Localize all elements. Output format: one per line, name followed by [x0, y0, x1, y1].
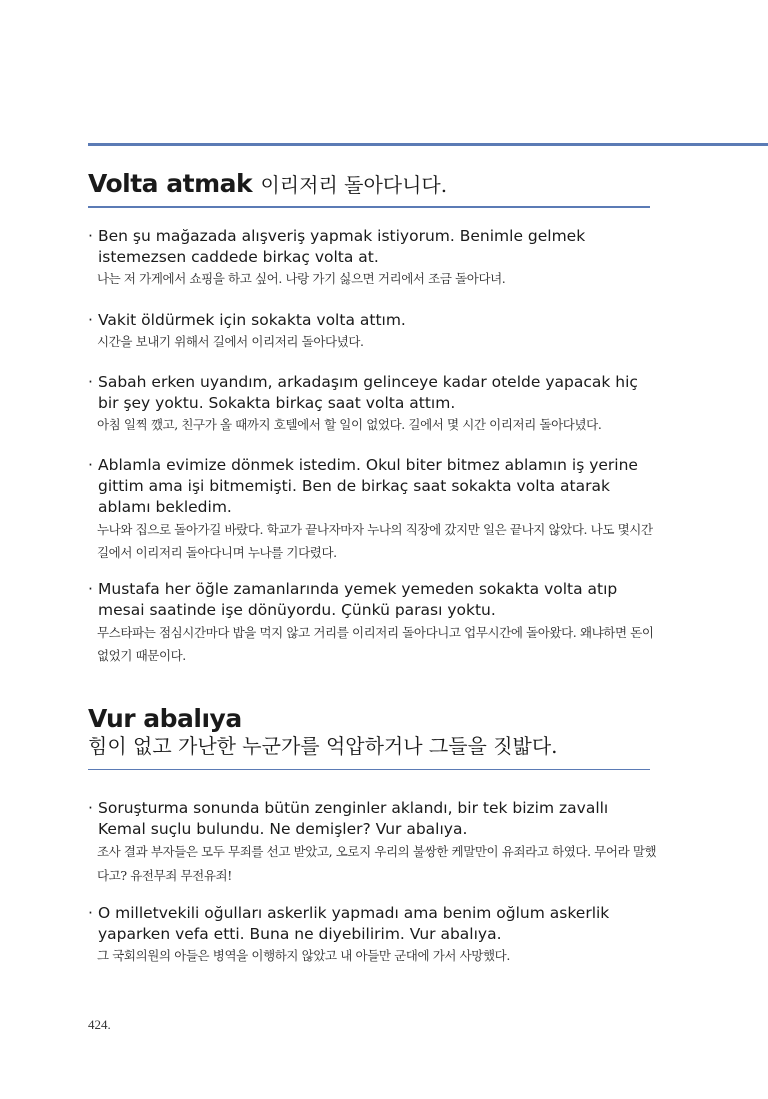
idiom-turkish: Vur abalıya — [88, 704, 242, 733]
example-korean: 누나와 집으로 돌아가길 바랐다. 학교가 끝나자마자 누나의 직장에 갔지만 일은 끝나지 않았다. 나도 몇시간 길에서 이리저리 돌아다니며 누나를 기다렸다. — [97, 522, 653, 560]
example-korean: 무스타파는 점심시간마다 밥을 먹지 않고 거리를 이리저리 돌아다니고 업무시간에 돌아왔다. 왜냐하면 돈이 없었기 때문이다. — [97, 625, 654, 663]
section-rule — [88, 206, 650, 208]
example-korean: 아침 일찍 깼고, 친구가 올 때까지 호텔에서 할 일이 없었다. 길에서 몇 시간 이리저리 돌아다녔다. — [97, 417, 602, 432]
section-title — [88, 703, 650, 759]
section-rule — [88, 769, 650, 770]
example-turkish: · Ablamla evimize dönmek istedim. Okul biter bitmez ablamın iş yerine gittim ama işi bitmemişti. Ben de birkaç saat sokakta volta atarak ablamı bekledim. — [88, 456, 638, 516]
example-korean: 시간을 보내기 위해서 길에서 이리저리 돌아다녔다. — [97, 334, 364, 349]
bullet: · — [88, 456, 93, 474]
example-turkish: · Vakit öldürmek için sokakta volta attım. — [88, 311, 406, 329]
example-entry — [88, 903, 658, 967]
example-turkish: · O milletvekili oğulları askerlik yapmadı ama benim oğlum askerlik yaparken vefa etti. Buna ne diyebilirim. Vur abalıya. — [88, 904, 610, 943]
bullet: · — [88, 580, 93, 598]
example-entry — [88, 798, 658, 888]
section-title — [88, 168, 650, 199]
example-entry — [88, 372, 658, 436]
idiom-korean: 힘이 없고 가난한 누군가를 억압하거나 그들을 짓밟다. — [88, 734, 558, 759]
example-korean: 그 국회의원의 아들은 병역을 이행하지 않았고 내 아들만 군대에 가서 사망했다. — [97, 948, 510, 963]
bullet: · — [88, 373, 93, 391]
bullet: · — [88, 311, 93, 329]
bullet: · — [88, 904, 93, 922]
example-turkish: · Mustafa her öğle zamanlarında yemek yemeden sokakta volta atıp mesai saatinde işe dönüyordu. Çünkü parası yoktu. — [88, 580, 618, 619]
example-entry — [88, 310, 658, 353]
idiom-korean: 이리저리 돌아다니다. — [260, 173, 448, 197]
page-number: 424. — [88, 1017, 111, 1032]
example-korean: 나는 저 가게에서 쇼핑을 하고 싶어. 나랑 가기 싫으면 거리에서 조금 돌아다녀. — [97, 271, 506, 286]
example-turkish: · Ben şu mağazada alışveriş yapmak istiyorum. Benimle gelmek istemezsen caddede birkaç volta at. — [88, 227, 586, 266]
example-entry — [88, 579, 658, 667]
top-rule — [88, 143, 768, 146]
example-turkish: · Sabah erken uyandım, arkadaşım gelinceye kadar otelde yapacak hiç bir şey yoktu. Sokakta birkaç saat volta attım. — [88, 373, 638, 412]
example-entry — [88, 226, 658, 290]
section-volta-atmak — [88, 168, 650, 208]
example-turkish: · Soruşturma sonunda bütün zenginler aklandı, bir tek bizim zavallı Kemal suçlu bulundu. Ne demişler? Vur abalıya. — [88, 799, 609, 838]
section-vur-abaliya — [88, 703, 650, 770]
bullet: · — [88, 799, 93, 817]
example-entry — [88, 455, 658, 564]
idiom-turkish: Volta atmak — [88, 169, 253, 198]
example-korean: 조사 결과 부자들은 모두 무죄를 선고 받았고, 오로지 우리의 불쌍한 케말만이 유죄라고 하였다. 무어라 말했다고? 유전무죄 무전유죄! — [97, 844, 657, 883]
bullet: · — [88, 227, 93, 245]
